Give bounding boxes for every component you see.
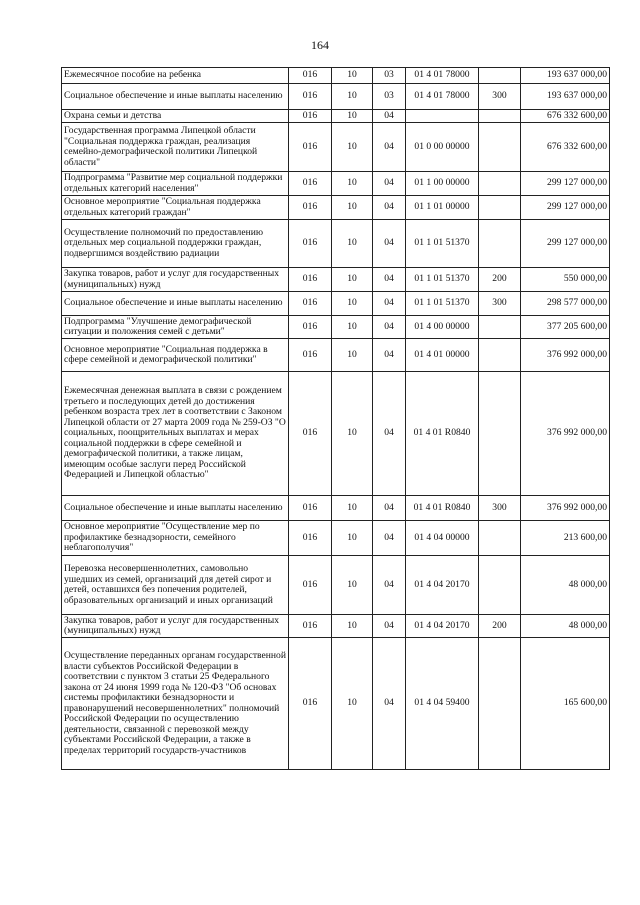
cell-amount: 193 637 000,00 <box>521 68 610 84</box>
cell-section: 10 <box>332 638 373 770</box>
cell-expense-type <box>479 521 521 556</box>
cell-expense-type <box>479 638 521 770</box>
cell-target-article: 01 4 04 20170 <box>406 556 479 615</box>
cell-target-article: 01 4 01 R0840 <box>406 496 479 521</box>
cell-admin-code: 016 <box>289 292 332 316</box>
cell-section: 10 <box>332 496 373 521</box>
cell-name: Социальное обеспечение и иные выплаты населению <box>62 84 289 110</box>
cell-amount: 299 127 000,00 <box>521 172 610 196</box>
cell-target-article: 01 4 01 00000 <box>406 339 479 372</box>
cell-subsection: 04 <box>373 556 406 615</box>
cell-section: 10 <box>332 521 373 556</box>
cell-amount: 376 992 000,00 <box>521 339 610 372</box>
cell-expense-type <box>479 372 521 496</box>
cell-admin-code: 016 <box>289 496 332 521</box>
cell-section: 10 <box>332 556 373 615</box>
cell-name: Основное мероприятие "Социальная поддержка отдельных категорий граждан" <box>62 196 289 220</box>
cell-expense-type <box>479 556 521 615</box>
cell-target-article: 01 4 04 59400 <box>406 638 479 770</box>
cell-section: 10 <box>332 220 373 268</box>
cell-admin-code: 016 <box>289 123 332 172</box>
cell-name: Государственная программа Липецкой области "Социальная поддержка граждан, реализация семейно-демографической политики Липецкой области" <box>62 123 289 172</box>
cell-subsection: 03 <box>373 68 406 84</box>
cell-name: Осуществление переданных органам государственной власти субъектов Российской Федерации в соответствии с пунктом 3 статьи 25 Федерального закона от 24 июня 1999 года № 120-ФЗ "Об основах системы профилактики безнадзорности и правонарушений несовершеннолетних" полномочий Российской Федерации по осуществлению деятельности, связанной с перевозкой между субъектами Российской Федерации, а также в пределах территорий государств-участников <box>62 638 289 770</box>
cell-expense-type <box>479 172 521 196</box>
table-row <box>62 521 610 556</box>
table-row <box>62 123 610 172</box>
cell-expense-type <box>479 68 521 84</box>
cell-name: Осуществление полномочий по предоставлению отдельных мер социальной поддержки граждан, подвергшимся воздействию радиации <box>62 220 289 268</box>
cell-subsection: 04 <box>373 123 406 172</box>
cell-name: Ежемесячная денежная выплата в связи с рождением третьего и последующих детей до достижения ребенком возраста трех лет в соответствии с Законом Липецкой области от 27 марта 2009 года № 259-ОЗ "О социальных, поощрительных выплатах и мерах социальной поддержки в сфере семейной и демографической политики, а также лицам, имеющим особые заслуги перед Российской Федерацией и Липецкой областью" <box>62 372 289 496</box>
cell-subsection: 04 <box>373 220 406 268</box>
cell-amount: 298 577 000,00 <box>521 292 610 316</box>
cell-section: 10 <box>332 372 373 496</box>
cell-section: 10 <box>332 196 373 220</box>
table-row <box>62 556 610 615</box>
cell-admin-code: 016 <box>289 615 332 638</box>
table-row <box>62 110 610 123</box>
cell-expense-type <box>479 123 521 172</box>
cell-amount: 376 992 000,00 <box>521 372 610 496</box>
cell-admin-code: 016 <box>289 110 332 123</box>
cell-section: 10 <box>332 292 373 316</box>
cell-expense-type: 200 <box>479 268 521 292</box>
cell-subsection: 04 <box>373 316 406 339</box>
table-row <box>62 268 610 292</box>
cell-admin-code: 016 <box>289 196 332 220</box>
cell-admin-code: 016 <box>289 220 332 268</box>
cell-expense-type: 200 <box>479 615 521 638</box>
budget-table <box>61 67 610 770</box>
table-row <box>62 84 610 110</box>
cell-target-article <box>406 110 479 123</box>
cell-amount: 376 992 000,00 <box>521 496 610 521</box>
cell-target-article: 01 4 04 00000 <box>406 521 479 556</box>
cell-section: 10 <box>332 339 373 372</box>
cell-subsection: 04 <box>373 292 406 316</box>
cell-amount: 676 332 600,00 <box>521 123 610 172</box>
cell-amount: 550 000,00 <box>521 268 610 292</box>
cell-section: 10 <box>332 123 373 172</box>
cell-subsection: 04 <box>373 372 406 496</box>
cell-admin-code: 016 <box>289 172 332 196</box>
cell-expense-type <box>479 316 521 339</box>
cell-name: Социальное обеспечение и иные выплаты населению <box>62 496 289 521</box>
cell-target-article: 01 0 00 00000 <box>406 123 479 172</box>
cell-admin-code: 016 <box>289 556 332 615</box>
cell-amount: 193 637 000,00 <box>521 84 610 110</box>
cell-name: Закупка товаров, работ и услуг для государственных (муниципальных) нужд <box>62 615 289 638</box>
cell-name: Ежемесячное пособие на ребенка <box>62 68 289 84</box>
table-row <box>62 638 610 770</box>
table-row <box>62 220 610 268</box>
cell-admin-code: 016 <box>289 521 332 556</box>
cell-section: 10 <box>332 68 373 84</box>
cell-name: Социальное обеспечение и иные выплаты населению <box>62 292 289 316</box>
cell-subsection: 04 <box>373 496 406 521</box>
cell-subsection: 04 <box>373 339 406 372</box>
table-row <box>62 68 610 84</box>
cell-target-article: 01 1 01 51370 <box>406 220 479 268</box>
cell-subsection: 03 <box>373 84 406 110</box>
cell-admin-code: 016 <box>289 68 332 84</box>
cell-target-article: 01 4 01 78000 <box>406 84 479 110</box>
cell-name: Охрана семьи и детства <box>62 110 289 123</box>
cell-expense-type: 300 <box>479 84 521 110</box>
cell-section: 10 <box>332 316 373 339</box>
cell-target-article: 01 1 00 00000 <box>406 172 479 196</box>
cell-subsection: 04 <box>373 110 406 123</box>
cell-subsection: 04 <box>373 521 406 556</box>
cell-admin-code: 016 <box>289 316 332 339</box>
cell-name: Подпрограмма "Улучшение демографической ситуации и положения семей с детьми" <box>62 316 289 339</box>
cell-expense-type <box>479 196 521 220</box>
cell-admin-code: 016 <box>289 84 332 110</box>
cell-amount: 299 127 000,00 <box>521 220 610 268</box>
cell-amount: 377 205 600,00 <box>521 316 610 339</box>
cell-name: Перевозка несовершеннолетних, самовольно ушедших из семей, организаций для детей сирот и детей, оставшихся без попечения родителей, образовательных организаций и иных организаций <box>62 556 289 615</box>
cell-name: Подпрограмма "Развитие мер социальной поддержки отдельных категорий населения" <box>62 172 289 196</box>
table-row <box>62 615 610 638</box>
cell-target-article: 01 1 01 51370 <box>406 292 479 316</box>
table-row <box>62 372 610 496</box>
table-body <box>62 68 610 770</box>
cell-admin-code: 016 <box>289 268 332 292</box>
cell-subsection: 04 <box>373 615 406 638</box>
cell-amount: 676 332 600,00 <box>521 110 610 123</box>
cell-section: 10 <box>332 172 373 196</box>
cell-amount: 299 127 000,00 <box>521 196 610 220</box>
cell-name: Основное мероприятие "Социальная поддержка в сфере семейной и демографической политики" <box>62 339 289 372</box>
cell-section: 10 <box>332 84 373 110</box>
cell-expense-type: 300 <box>479 496 521 521</box>
cell-section: 10 <box>332 268 373 292</box>
cell-subsection: 04 <box>373 268 406 292</box>
cell-section: 10 <box>332 110 373 123</box>
cell-target-article: 01 4 01 R0840 <box>406 372 479 496</box>
cell-target-article: 01 1 01 00000 <box>406 196 479 220</box>
cell-subsection: 04 <box>373 196 406 220</box>
cell-subsection: 04 <box>373 638 406 770</box>
cell-amount: 213 600,00 <box>521 521 610 556</box>
cell-expense-type <box>479 339 521 372</box>
cell-subsection: 04 <box>373 172 406 196</box>
cell-name: Закупка товаров, работ и услуг для государственных (муниципальных) нужд <box>62 268 289 292</box>
cell-amount: 48 000,00 <box>521 556 610 615</box>
table-row <box>62 496 610 521</box>
cell-target-article: 01 4 01 78000 <box>406 68 479 84</box>
cell-expense-type <box>479 220 521 268</box>
table-row <box>62 292 610 316</box>
cell-name: Основное мероприятие "Осуществление мер по профилактике безнадзорности, семейного неблагополучия" <box>62 521 289 556</box>
cell-admin-code: 016 <box>289 339 332 372</box>
cell-target-article: 01 1 01 51370 <box>406 268 479 292</box>
table-row <box>62 172 610 196</box>
table-row <box>62 196 610 220</box>
table-row <box>62 339 610 372</box>
cell-admin-code: 016 <box>289 638 332 770</box>
cell-expense-type: 300 <box>479 292 521 316</box>
cell-target-article: 01 4 00 00000 <box>406 316 479 339</box>
cell-amount: 48 000,00 <box>521 615 610 638</box>
page-number: 164 <box>311 38 329 52</box>
cell-expense-type <box>479 110 521 123</box>
cell-section: 10 <box>332 615 373 638</box>
cell-target-article: 01 4 04 20170 <box>406 615 479 638</box>
cell-amount: 165 600,00 <box>521 638 610 770</box>
cell-admin-code: 016 <box>289 372 332 496</box>
table-row <box>62 316 610 339</box>
